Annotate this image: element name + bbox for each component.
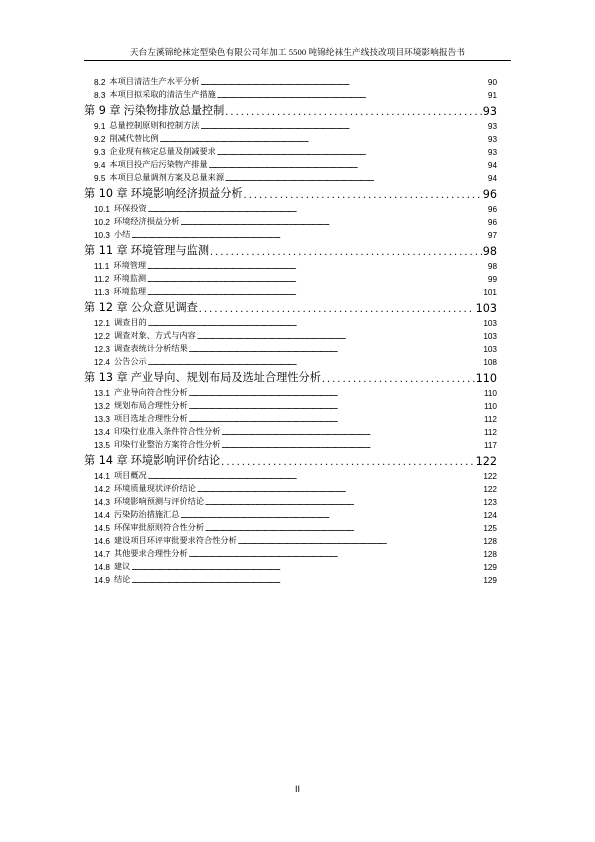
dot-leader	[197, 486, 483, 494]
toc-entry-title: 产业导向、规划布局及选址合理性分析	[130, 371, 321, 384]
toc-entry-page: 94	[487, 174, 497, 183]
dot-leader	[189, 403, 483, 411]
toc-chapter-entry[interactable]	[84, 100, 497, 118]
dot-leader	[210, 247, 482, 258]
toc-entry-page: 112	[483, 415, 497, 424]
toc-entry-number: 9.1	[94, 122, 106, 131]
dot-leader	[189, 390, 483, 398]
toc-section-entry[interactable]	[84, 398, 497, 411]
header-rule	[84, 60, 511, 61]
toc-entry-title: 环境质量现状评价结论	[113, 484, 196, 493]
dot-leader	[221, 429, 483, 437]
dot-leader	[148, 320, 483, 328]
dot-leader	[221, 442, 483, 450]
toc-entry-number: 8.2	[94, 78, 106, 87]
toc-section-entry[interactable]	[84, 258, 497, 271]
toc-entry-title: 削减代替比例	[109, 134, 159, 143]
dot-leader	[197, 333, 483, 341]
dot-leader	[238, 538, 483, 546]
toc-entry-title: 本项目投产后污染物产排量	[109, 160, 208, 169]
toc-entry-title: 项目概况	[113, 471, 147, 480]
toc-section-entry[interactable]	[84, 424, 497, 437]
dot-leader	[131, 564, 482, 572]
toc-entry-page: 96	[487, 218, 497, 227]
toc-entry-title: 印染行业整治方案符合性分析	[113, 440, 221, 449]
toc-entry-page: 117	[483, 441, 497, 450]
toc-entry-number: 14.4	[94, 511, 110, 520]
toc-entry-title: 公众意见调查	[130, 301, 198, 314]
toc-section-entry[interactable]	[84, 118, 497, 131]
toc-entry-title: 本项目清洁生产水平分析	[109, 77, 200, 86]
toc-section-entry[interactable]	[84, 533, 497, 546]
toc-entry-number: 第 10 章	[84, 187, 128, 200]
toc-entry-title: 本项目总量调剂方案及总量来源	[109, 173, 225, 182]
toc-entry-number: 第 14 章	[84, 454, 128, 467]
toc-entry-title: 污染物排放总量控制	[123, 104, 225, 117]
toc-section-entry[interactable]	[84, 315, 497, 328]
toc-entry-page: 91	[487, 91, 497, 100]
toc-entry-page: 110	[483, 389, 497, 398]
toc-entry-title: 污染防治措施汇总	[113, 510, 180, 519]
toc-entry-page: 125	[483, 524, 497, 533]
dot-leader	[148, 359, 483, 367]
toc-entry-number: 14.3	[94, 498, 110, 507]
dot-leader	[209, 162, 487, 170]
toc-entry-title: 调查目的	[113, 318, 147, 327]
dot-leader	[189, 416, 483, 424]
toc-entry-page: 123	[483, 498, 497, 507]
toc-entry-number: 14.1	[94, 472, 110, 481]
toc-entry-number: 13.2	[94, 402, 110, 411]
toc-entry-number: 9.3	[94, 148, 106, 157]
toc-entry-page: 93	[487, 135, 497, 144]
toc-entry-page: 96	[482, 188, 497, 201]
toc-entry-number: 11.3	[94, 288, 110, 297]
toc-entry-page: 96	[487, 205, 497, 214]
toc-section-entry[interactable]	[84, 494, 497, 507]
toc-entry-number: 12.1	[94, 319, 110, 328]
toc-entry-page: 99	[487, 275, 497, 284]
toc-entry-page: 90	[487, 78, 497, 87]
dot-leader	[189, 551, 483, 559]
running-header: 天台左溪锦纶袜定型染色有限公司年加工 5500 吨锦纶袜生产线技改项目环境影响报告书	[129, 47, 466, 57]
dot-leader	[160, 136, 487, 144]
toc-section-entry[interactable]	[84, 385, 497, 398]
dot-leader	[205, 525, 482, 533]
toc-entry-page: 129	[483, 576, 497, 585]
toc-entry-number: 第 9 章	[84, 104, 121, 117]
toc-entry-page: 93	[482, 105, 497, 118]
toc-entry-number: 9.4	[94, 161, 106, 170]
toc-entry-title: 环境经济损益分析	[113, 217, 180, 226]
toc-entry-page: 108	[483, 358, 497, 367]
dot-leader	[131, 232, 487, 240]
toc-entry-page: 103	[483, 319, 497, 328]
toc-section-entry[interactable]	[84, 481, 497, 494]
toc-entry-number: 第 12 章	[84, 301, 128, 314]
toc-entry-title: 其他要求合理性分析	[113, 549, 188, 558]
toc-section-entry[interactable]	[84, 520, 497, 533]
toc-chapter-entry[interactable]	[84, 450, 497, 468]
toc-entry-title: 小结	[113, 230, 131, 239]
toc-entry-number: 14.7	[94, 550, 110, 559]
toc-entry-page: 124	[483, 511, 497, 520]
toc-entry-page: 98	[482, 245, 497, 258]
toc-chapter-entry[interactable]	[84, 367, 497, 385]
toc-entry-page: 97	[487, 231, 497, 240]
dot-leader	[200, 123, 486, 131]
dot-leader	[147, 263, 487, 271]
toc-section-entry[interactable]	[84, 201, 497, 214]
toc-entry-number: 9.5	[94, 174, 106, 183]
dot-leader	[148, 473, 483, 481]
toc-entry-title: 环境监理	[113, 287, 147, 296]
toc-entry-title: 项目选址合理性分析	[113, 414, 188, 423]
toc-entry-number: 11.2	[94, 275, 110, 284]
toc-entry-title: 建议	[113, 562, 131, 571]
toc-entry-title: 环境管理与监测	[130, 244, 210, 257]
toc-section-entry[interactable]	[84, 170, 497, 183]
toc-entry-title: 本项目拟采取的清洁生产措施	[109, 90, 216, 99]
toc-entry-number: 9.2	[94, 135, 106, 144]
toc-entry-page: 122	[475, 455, 497, 468]
dot-leader	[217, 149, 487, 157]
toc-entry-title: 环境影响评价结论	[130, 454, 221, 467]
toc-entry-title: 调查对象、方式与内容	[113, 331, 196, 340]
toc-entry-page: 122	[483, 485, 497, 494]
toc-section-entry[interactable]	[84, 559, 497, 572]
toc-section-entry[interactable]	[84, 284, 497, 297]
table-of-contents	[84, 74, 497, 585]
toc-entry-page: 94	[487, 161, 497, 170]
toc-entry-page: 93	[487, 122, 497, 131]
toc-entry-number: 13.1	[94, 389, 110, 398]
dot-leader	[322, 374, 475, 385]
toc-section-entry[interactable]	[84, 328, 497, 341]
toc-section-entry[interactable]	[84, 271, 497, 284]
toc-section-entry[interactable]	[84, 546, 497, 559]
toc-entry-title: 产业导向符合性分析	[113, 388, 188, 397]
toc-section-entry[interactable]	[84, 87, 497, 100]
toc-entry-page: 103	[483, 345, 497, 354]
toc-entry-page: 93	[487, 148, 497, 157]
toc-entry-title: 环境监测	[113, 274, 147, 283]
toc-entry-title: 环保投资	[113, 204, 147, 213]
dot-leader	[200, 79, 486, 87]
toc-entry-page: 103	[475, 302, 497, 315]
dot-leader	[199, 304, 475, 315]
toc-entry-title: 规划布局合理性分析	[113, 401, 188, 410]
toc-entry-title: 企业现有核定总量及削减要求	[109, 147, 216, 156]
toc-entry-number: 14.9	[94, 576, 110, 585]
toc-entry-number: 10.2	[94, 218, 110, 227]
toc-entry-number: 12.4	[94, 358, 110, 367]
toc-entry-number: 13.3	[94, 415, 110, 424]
dot-leader	[147, 289, 482, 297]
toc-entry-number: 10.3	[94, 231, 110, 240]
dot-leader	[244, 190, 482, 201]
toc-entry-page: 112	[483, 428, 497, 437]
toc-chapter-entry[interactable]	[84, 240, 497, 258]
toc-section-entry[interactable]	[84, 572, 497, 585]
toc-entry-page: 128	[483, 537, 497, 546]
toc-entry-page: 103	[483, 332, 497, 341]
toc-entry-number: 12.3	[94, 345, 110, 354]
toc-entry-title: 总量控制原则和控制方法	[109, 121, 200, 130]
toc-entry-page: 129	[483, 563, 497, 572]
dot-leader	[131, 577, 482, 585]
toc-entry-number: 13.5	[94, 441, 110, 450]
toc-entry-number: 14.6	[94, 537, 110, 546]
dot-leader	[221, 457, 474, 468]
toc-section-entry[interactable]	[84, 341, 497, 354]
toc-section-entry[interactable]	[84, 144, 497, 157]
toc-entry-title: 环境管理	[113, 261, 147, 270]
toc-entry-page: 128	[483, 550, 497, 559]
toc-section-entry[interactable]	[84, 354, 497, 367]
toc-entry-number: 10.1	[94, 205, 110, 214]
toc-entry-title: 环境影响预测与评价结论	[113, 497, 205, 506]
toc-entry-title: 结论	[113, 575, 131, 584]
toc-section-entry[interactable]	[84, 214, 497, 227]
dot-leader	[180, 512, 482, 520]
toc-entry-page: 101	[483, 288, 497, 297]
dot-leader	[148, 206, 487, 214]
dot-leader	[189, 346, 483, 354]
toc-entry-page: 122	[483, 472, 497, 481]
toc-section-entry[interactable]	[84, 131, 497, 144]
page-number: II	[294, 784, 300, 794]
toc-entry-title: 环境影响经济损益分析	[130, 187, 243, 200]
toc-section-entry[interactable]	[84, 468, 497, 481]
dot-leader	[225, 107, 481, 118]
dot-leader	[147, 276, 487, 284]
toc-section-entry[interactable]	[84, 74, 497, 87]
toc-entry-number: 13.4	[94, 428, 110, 437]
toc-entry-title: 调查表统计分析结果	[113, 344, 188, 353]
toc-chapter-entry[interactable]	[84, 183, 497, 201]
toc-entry-number: 14.5	[94, 524, 110, 533]
toc-entry-number: 第 13 章	[84, 371, 128, 384]
toc-entry-page: 98	[487, 262, 497, 271]
dot-leader	[225, 175, 487, 183]
toc-entry-number: 12.2	[94, 332, 110, 341]
toc-section-entry[interactable]	[84, 507, 497, 520]
toc-entry-title: 公告公示	[113, 357, 147, 366]
toc-entry-title: 环保审批原则符合性分析	[113, 523, 205, 532]
toc-entry-number: 14.8	[94, 563, 110, 572]
toc-entry-page: 110	[475, 372, 497, 385]
toc-entry-title: 印染行业准入条件符合性分析	[113, 427, 221, 436]
toc-chapter-entry[interactable]	[84, 297, 497, 315]
toc-entry-number: 11.1	[94, 262, 110, 271]
toc-entry-number: 14.2	[94, 485, 110, 494]
toc-section-entry[interactable]	[84, 157, 497, 170]
toc-section-entry[interactable]	[84, 411, 497, 424]
dot-leader	[205, 499, 482, 507]
dot-leader	[180, 219, 486, 227]
toc-entry-title: 建设项目环评审批要求符合性分析	[113, 536, 237, 545]
toc-section-entry[interactable]	[84, 227, 497, 240]
toc-entry-number: 8.3	[94, 91, 106, 100]
toc-section-entry[interactable]	[84, 437, 497, 450]
toc-entry-number: 第 11 章	[84, 244, 128, 257]
dot-leader	[217, 92, 487, 100]
toc-entry-page: 110	[483, 402, 497, 411]
